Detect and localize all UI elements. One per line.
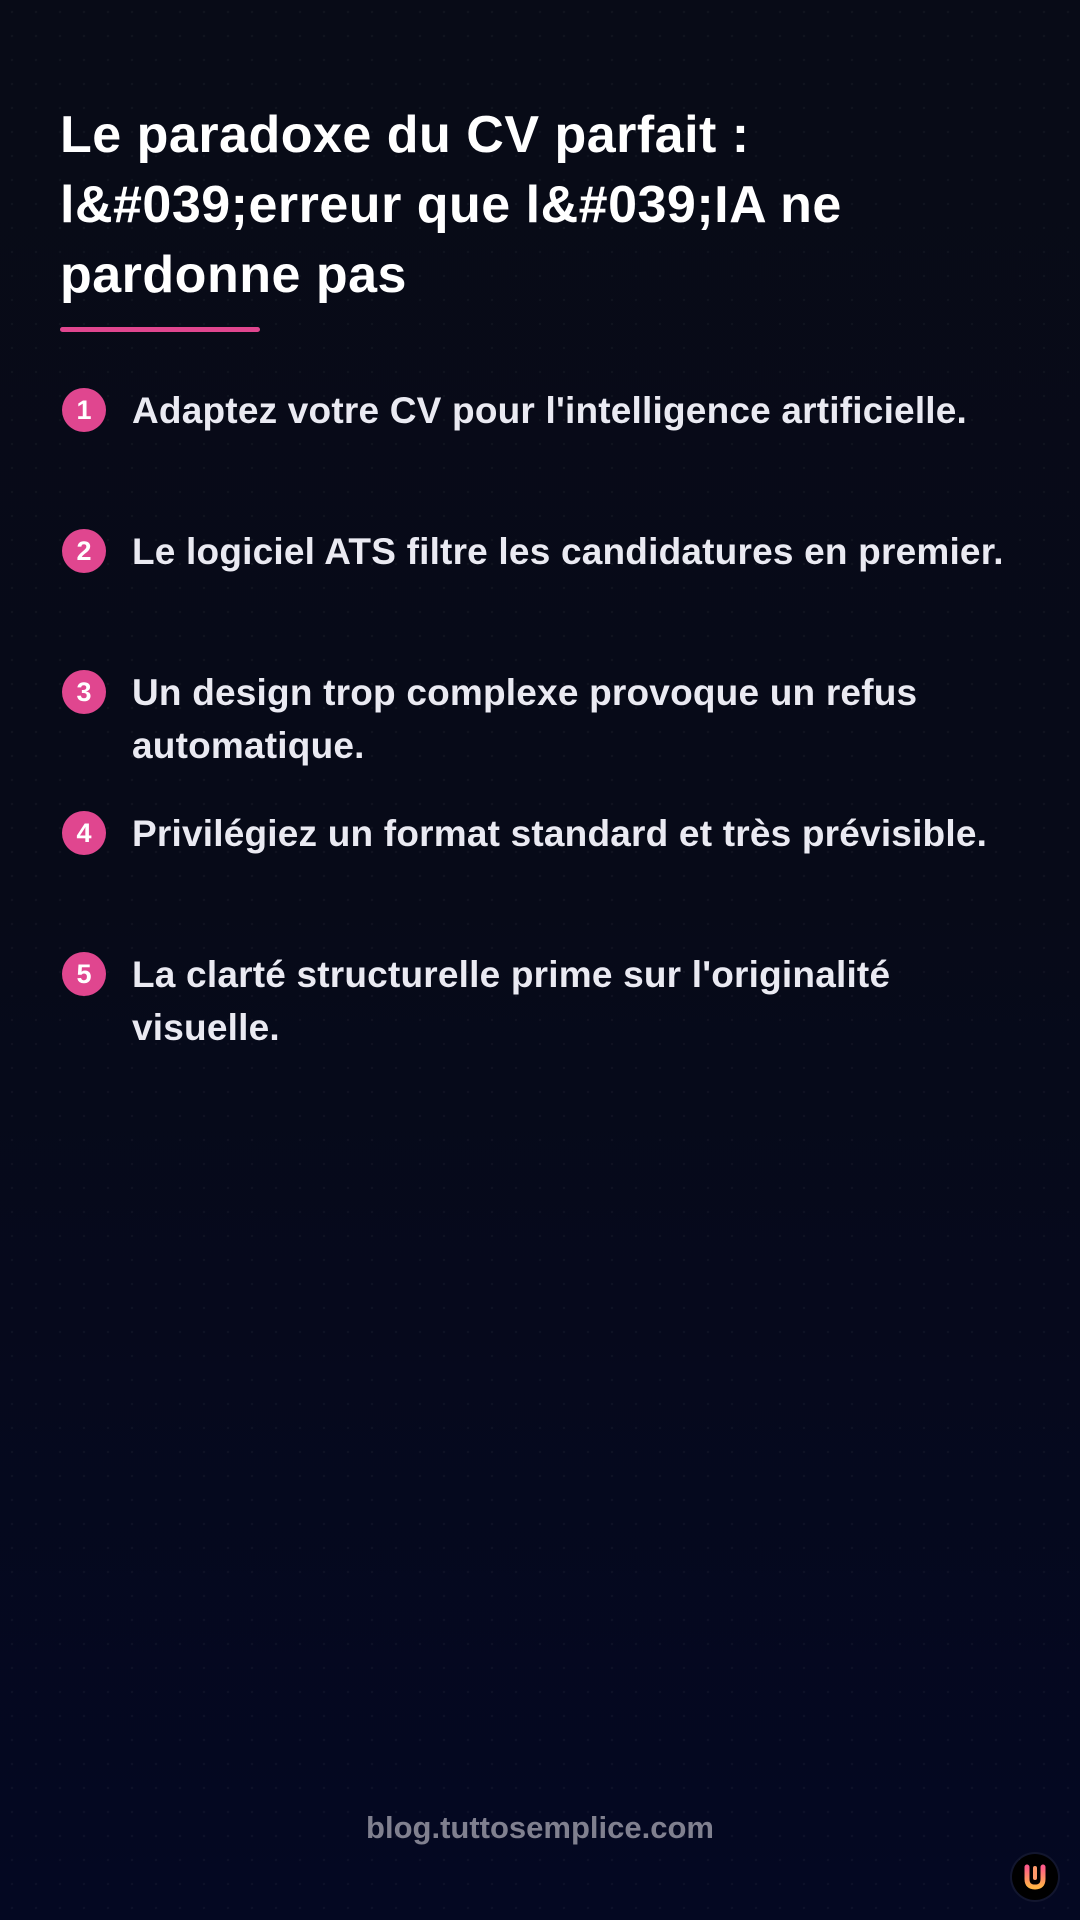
number-badge-2: 2 (62, 529, 106, 573)
point-text-5: La clarté structurelle prime sur l'originalité visuelle. (132, 954, 891, 1048)
page-title: Le paradoxe du CV parfait : l&#039;erreur que l&#039;IA ne pardonne pas (60, 106, 842, 304)
title-underline (60, 327, 260, 332)
list-item-1 (60, 384, 1020, 525)
brand-logo-glyph (1012, 1854, 1058, 1900)
footer-site-url[interactable]: blog.tuttosemplice.com (366, 1810, 714, 1845)
number-badge-3: 3 (62, 670, 106, 714)
point-text-1: Adaptez votre CV pour l'intelligence artificielle. (132, 390, 968, 431)
list-item-3 (60, 666, 1020, 807)
list-item-5 (60, 948, 1020, 1089)
points-list (60, 384, 1020, 1089)
list-item-4 (60, 807, 1020, 948)
number-badge-5: 5 (62, 952, 106, 996)
point-text-2: Le logiciel ATS filtre les candidatures en premier. (132, 531, 1004, 572)
brand-logo-icon (1012, 1854, 1058, 1900)
number-badge-1: 1 (62, 388, 106, 432)
list-item-2 (60, 525, 1020, 666)
point-text-4: Privilégiez un format standard et très prévisible. (132, 813, 988, 854)
number-badge-4: 4 (62, 811, 106, 855)
point-text-3: Un design trop complexe provoque un refus automatique. (132, 672, 918, 766)
